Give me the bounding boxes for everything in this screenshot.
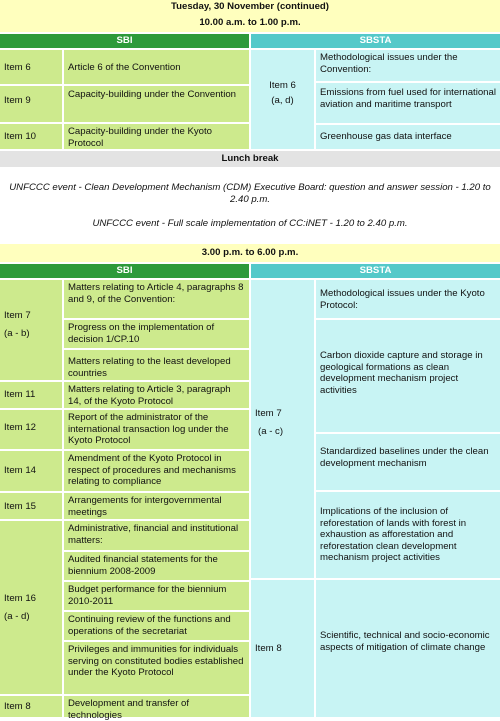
item-number: Item 7 — [255, 408, 282, 419]
afternoon-sbi-text-cell: Administrative, financial and institutional matters: — [64, 521, 249, 550]
lunch-event-ccinet: UNFCCC event - Full scale implementation of CC:iNET - 1.20 to 2.40 p.m. — [92, 218, 408, 229]
afternoon-sbsta-text-cell: Methodological issues under the Kyoto Protocol: — [316, 280, 500, 318]
item-subrange: (a - b) — [4, 327, 30, 339]
afternoon-sbi-text-cell: Development and transfer of technologies — [64, 696, 249, 717]
afternoon-sbi-item-cell: Item 11 — [0, 382, 62, 408]
item-subrange: (a, d) — [271, 94, 294, 106]
afternoon-sbi-text-cell: Budget performance for the biennium 2010-2011 — [64, 582, 249, 610]
morning-sbi-item-cell: Item 6 — [0, 50, 62, 84]
afternoon-sbi-header: SBI — [0, 264, 249, 278]
afternoon-sbi-item-cell: Item 14 — [0, 451, 62, 491]
morning-sbsta-text-cell: Greenhouse gas data interface — [316, 125, 500, 149]
afternoon-sbi-item-cell — [0, 280, 62, 380]
item-number: Item 7 — [4, 310, 31, 321]
afternoon-sbsta-text-cell: Carbon dioxide capture and storage in geological formations as clean development mechanism project activities — [316, 320, 500, 432]
item-subrange: (a - c) — [258, 425, 284, 437]
day-title: Tuesday, 30 November (continued) — [0, 0, 500, 14]
morning-sbi-text-cell: Capacity-building under the Kyoto Protocol — [64, 124, 249, 149]
morning-sbi-item-cell: Item 10 — [0, 124, 62, 149]
item-number: Item 6 — [269, 80, 296, 91]
morning-time-slot: 10.00 a.m. to 1.00 p.m. — [0, 14, 500, 32]
afternoon-sbi-text-cell: Continuing review of the functions and operations of the secretariat — [64, 612, 249, 640]
afternoon-time-slot: 3.00 p.m. to 6.00 p.m. — [0, 244, 500, 262]
afternoon-sbsta-text-cell: Implications of the inclusion of reforestation of lands with forest in exhaustion as afforestation and reforestation clean development mechanism project activities — [316, 492, 500, 578]
afternoon-sbsta-text-cell: Standardized baselines under the clean development mechanism — [316, 434, 500, 490]
item-number: Item 16 — [4, 593, 36, 604]
lunch-event-cdm: UNFCCC event - Clean Development Mechanism (CDM) Executive Board: question and answer session - 1.20 to 2.40 p.m. — [9, 182, 491, 205]
afternoon-sbsta-item-cell — [251, 280, 314, 578]
morning-sbsta-text-cell: Emissions from fuel used for international aviation and maritime transport — [316, 83, 500, 123]
afternoon-sbi-text-cell: Audited financial statements for the biennium 2008-2009 — [64, 552, 249, 580]
lunch-break-label: Lunch break — [0, 151, 500, 167]
afternoon-sbi-text-cell: Matters relating to the least developed countries — [64, 350, 249, 380]
afternoon-sbi-item-cell: Item 12 — [0, 410, 62, 449]
afternoon-sbi-text-cell: Report of the administrator of the international transaction log under the Kyoto Protocol — [64, 410, 249, 449]
item-subrange: (a - d) — [4, 610, 30, 622]
morning-sbi-item-cell: Item 9 — [0, 86, 62, 122]
morning-sbi-text-cell: Article 6 of the Convention — [64, 50, 249, 84]
afternoon-sbi-item-cell: Item 15 — [0, 493, 62, 519]
morning-sbsta-text-cell: Methodological issues under the Convention: — [316, 50, 500, 81]
morning-sbsta-item-cell — [251, 50, 314, 149]
afternoon-sbsta-item-cell: Item 8 — [251, 580, 314, 717]
morning-sbi-header: SBI — [0, 34, 249, 48]
afternoon-sbi-item-cell — [0, 521, 62, 694]
afternoon-sbi-item-cell: Item 8 — [0, 696, 62, 717]
morning-sbi-text-cell: Capacity-building under the Convention — [64, 86, 249, 122]
morning-sbsta-header: SBSTA — [251, 34, 500, 48]
afternoon-sbi-text-cell: Arrangements for intergovernmental meetings — [64, 493, 249, 519]
afternoon-sbi-text-cell: Matters relating to Article 3, paragraph 14, of the Kyoto Protocol — [64, 382, 249, 408]
afternoon-sbi-text-cell: Amendment of the Kyoto Protocol in respect of procedures and mechanisms relating to compliance — [64, 451, 249, 491]
afternoon-sbi-text-cell: Matters relating to Article 4, paragraphs 8 and 9, of the Convention: — [64, 280, 249, 318]
afternoon-sbi-text-cell: Privileges and immunities for individuals serving on constituted bodies established under the Kyoto Protocol — [64, 642, 249, 694]
afternoon-sbi-text-cell: Progress on the implementation of decision 1/CP.10 — [64, 320, 249, 348]
afternoon-sbsta-text-cell: Scientific, technical and socio-economic aspects of mitigation of climate change — [316, 580, 500, 717]
afternoon-sbsta-header: SBSTA — [251, 264, 500, 278]
